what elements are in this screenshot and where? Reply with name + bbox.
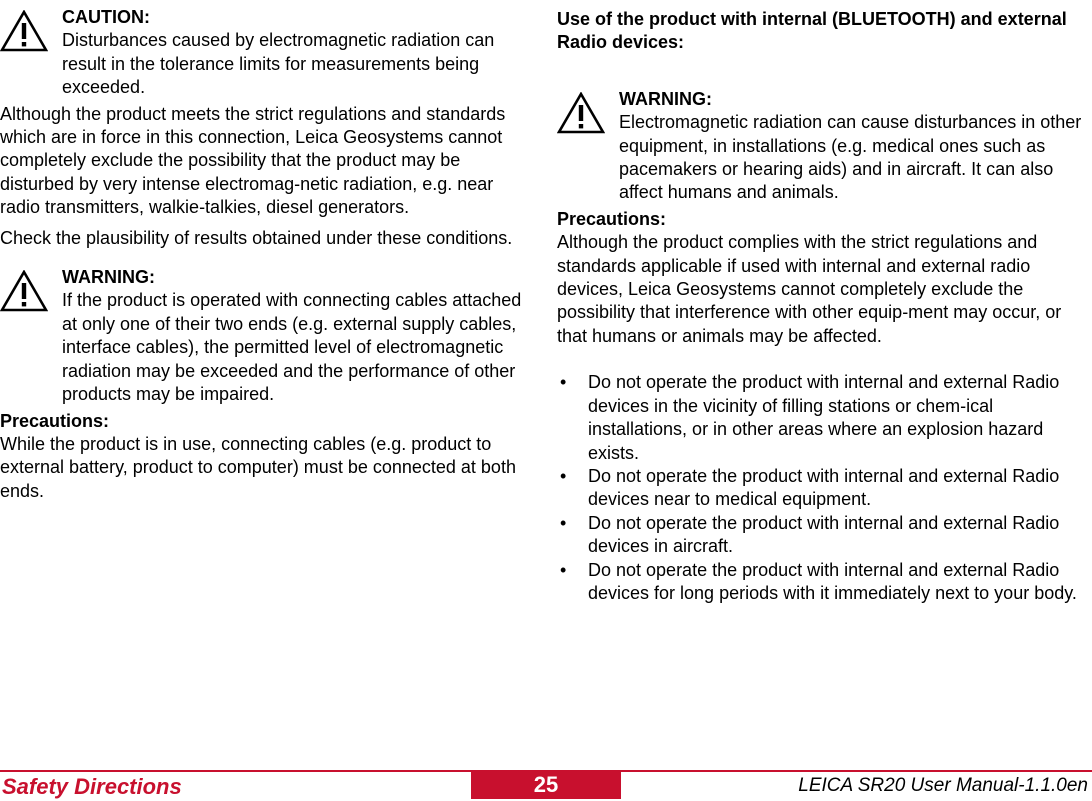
warning-body: Electromagnetic radiation can cause disturbances in other equipment, in installations (e.g. medical ones such as pacemakers or hearing aids) and in aircraft. It can also affect humans and animals.	[619, 112, 1082, 203]
paragraph-regulations: Although the product meets the strict regulations and standards which are in force in this connection, Leica Geosystems cannot completely exclude the possibility that the product may be disturbed by very intense electromag-netic radiation, e.g. near radio transmitters, walkie-talkies, diesel generators.	[0, 103, 506, 218]
warning-triangle-icon	[0, 270, 48, 312]
list-item	[557, 465, 1092, 512]
caution-notice	[0, 6, 536, 100]
footer-manual-title: LEICA SR20 User Manual-1.1.0en	[798, 775, 1088, 796]
bullet-marker: •	[560, 465, 567, 486]
list-item	[557, 559, 1092, 606]
bullet-marker: •	[560, 372, 567, 393]
warning-notice-cables	[0, 266, 536, 406]
list-item-text: Do not operate the product with internal and external Radio devices for long periods with it immediately next to your body.	[588, 559, 1077, 603]
warning-title: WARNING:	[619, 88, 712, 109]
section-heading: Use of the product with internal (BLUETOOTH) and external Radio devices:	[557, 9, 1067, 53]
precautions-text: While the product is in use, connecting cables (e.g. product to external battery, product to computer) must be connected at both ends.	[0, 433, 516, 501]
warning-title: WARNING:	[62, 267, 155, 288]
left-column	[0, 0, 536, 503]
caution-title: CAUTION:	[62, 7, 150, 27]
list-item-text: Do not operate the product with internal and external Radio devices near to medical equipment.	[588, 465, 1060, 510]
warning-triangle-icon	[557, 92, 605, 134]
right-column	[557, 0, 1092, 605]
list-item-text: Do not operate the product with internal and external Radio devices in aircraft.	[588, 512, 1060, 557]
list-item	[557, 371, 1092, 465]
paragraph-plausibility: Check the plausibility of results obtained under these conditions.	[0, 227, 513, 248]
page-footer	[0, 770, 1092, 801]
warning-body: If the product is operated with connecting cables attached at only one of their two ends (e.g. external supply cables, interface cables), the permitted level of electromagnetic radiation may be exceeded and the performance of other products may be impaired.	[62, 290, 522, 405]
precautions-list	[557, 371, 1092, 605]
precautions-label: Precautions:	[0, 410, 110, 431]
caution-body: Disturbances caused by electromagnetic radiation can result in the tolerance limits for measurements being exceeded.	[62, 30, 495, 98]
list-item-text: Do not operate the product with internal and external Radio devices in the vicinity of filling stations or chem-ical installations, or in other areas where an explosion hazard exists.	[588, 372, 1060, 463]
bullet-marker: •	[560, 559, 567, 580]
precautions-text: Although the product complies with the strict regulations and standards applicable if used with internal and external radio devices, Leica Geosystems cannot completely exclude the possibility that interference with other equip-ment may occur, or that humans or animals may be affected.	[557, 232, 1062, 346]
warning-notice-radio	[557, 88, 1092, 205]
bullet-marker: •	[560, 512, 567, 533]
warning-triangle-icon	[0, 10, 48, 52]
page-number: 25	[471, 771, 621, 799]
list-item	[557, 512, 1092, 559]
precautions-label: Precautions:	[557, 208, 667, 229]
footer-section-title: Safety Directions	[2, 774, 182, 799]
